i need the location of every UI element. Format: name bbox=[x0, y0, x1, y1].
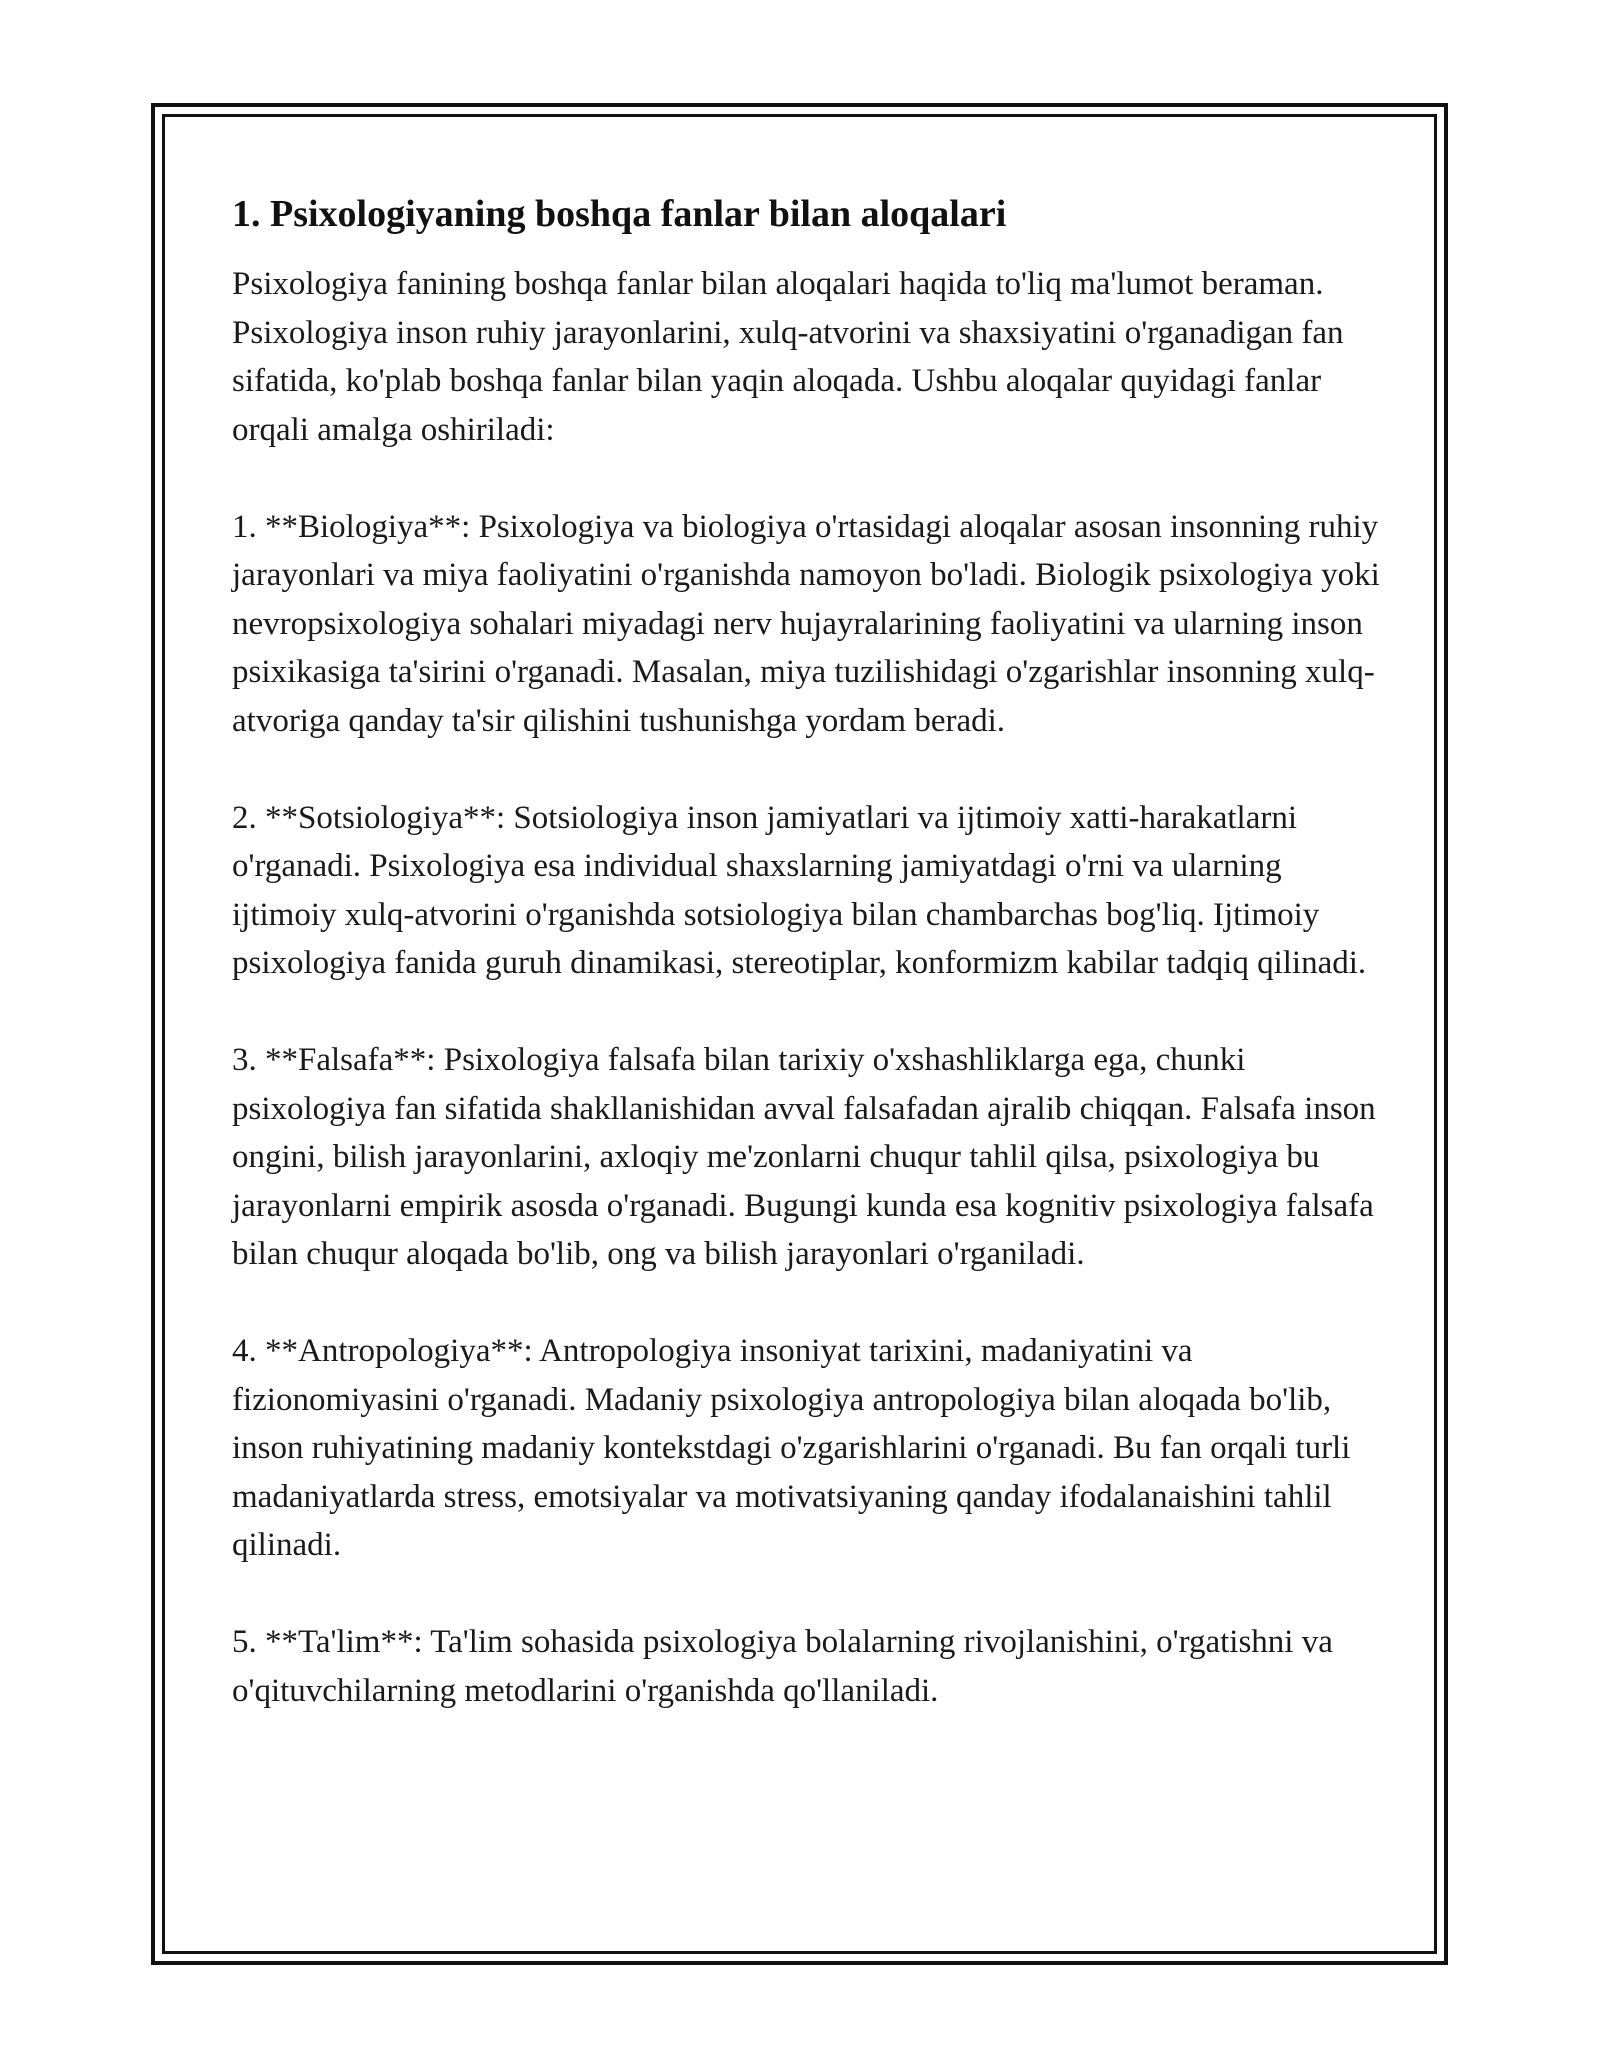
section-sotsiologiya: 2. **Sotsiologiya**: Sotsiologiya inson jamiyatlari va ijtimoiy xatti-harakatlarni o'rganadi. Psixologiya esa individual shaxslarning jamiyatdagi o'rni va ularning ijtimoiy xulq-atvorini o'rganishda sotsiologiya bilan chambarchas bog'liq. Ijtimoiy psixologiya fanida guruh dinamikasi, stereotiplar, konformizm kabilar tadqiq qilinadi. bbox=[232, 799, 1367, 981]
section-antropologiya: 4. **Antropologiya**: Antropologiya insoniyat tarixini, madaniyatini va fizionomiyasini o'rganadi. Madaniy psixologiya antropologiya bilan aloqada bo'lib, inson ruhiyatining madaniy kontekstdagi o'zgarishlarini o'rganadi. Bu fan orqali turli madaniyatlarda stress, emotsiyalar va motivatsiyaning qanday ifodalanaishini tahlil qilinadi. bbox=[232, 1333, 1351, 1563]
intro-paragraph: Psixologiya fanining boshqa fanlar bilan aloqalari haqida to'liq ma'lumot beraman. Psixologiya inson ruhiy jarayonlarini, xulq-atvorini va shaxsiyatini o'rganadigan fan sifatida, ko'plab boshqa fanlar bilan yaqin aloqada. Ushbu aloqalar quyidagi fanlar orqali amalga oshiriladi: bbox=[232, 266, 1344, 448]
section-falsafa: 3. **Falsafa**: Psixologiya falsafa bilan tarixiy o'xshashliklarga ega, chunki psixologiya fan sifatida shakllanishidan avval falsafadan ajralib chiqqan. Falsafa inson ongini, bilish jarayonlarini, axloqiy me'zonlarni chuqur tahlil qilsa, psixologiya bu jarayonlarni empirik asosda o'rganadi. Bugungi kunda esa kognitiv psixologiya falsafa bilan chuqur aloqada bo'lib, ong va bilish jarayonlari o'rganiladi. bbox=[232, 1042, 1376, 1272]
document-body bbox=[232, 190, 1382, 1764]
document-title: 1. Psixologiyaning boshqa fanlar bilan aloqalari bbox=[232, 193, 1007, 235]
section-talim: 5. **Ta'lim**: Ta'lim sohasida psixologiya bolalarning rivojlanishini, o'rgatishni va o'qituvchilarning metodlarini o'rganishda qo'llaniladi. bbox=[232, 1624, 1333, 1709]
section-biologiya: 1. **Biologiya**: Psixologiya va biologiya o'rtasidagi aloqalar asosan insonning ruhiy jarayonlari va miya faoliyatini o'rganishda namoyon bo'ladi. Biologik psixologiya yoki nevropsixologiya sohalari miyadagi nerv hujayralarining faoliyatini va ularning inson psixikasiga ta'sirini o'rganadi. Masalan, miya tuzilishidagi o'zgarishlar insonning xulq-atvoriga qanday ta'sir qilishini tushunishga yordam beradi. bbox=[232, 508, 1380, 739]
